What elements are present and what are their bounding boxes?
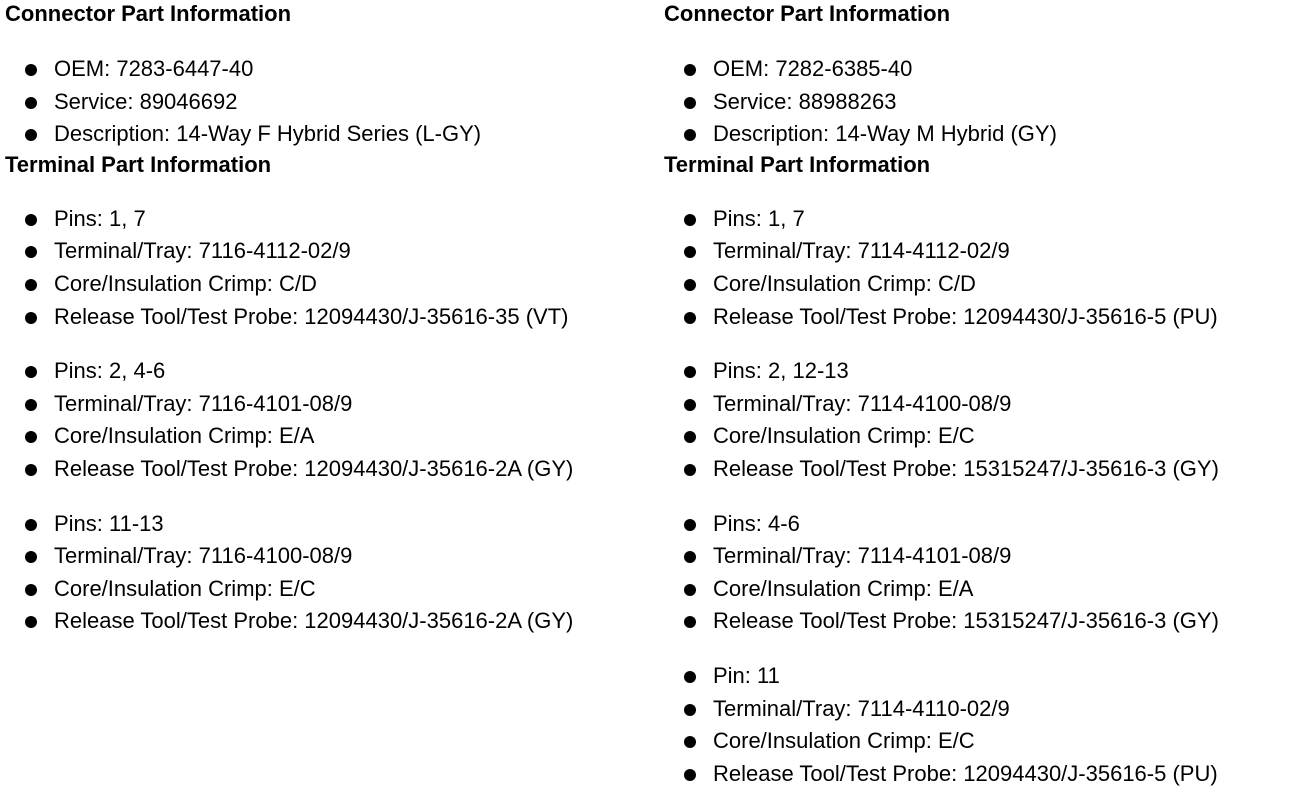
terminal-group-1	[664, 203, 1309, 333]
bullet-icon	[684, 671, 696, 683]
list-item	[5, 605, 655, 638]
release-tool-value: Release Tool/Test Probe: 12094430/J-35616-5 (PU)	[713, 303, 1218, 329]
description-value: Description: 14-Way M Hybrid (GY)	[713, 121, 1057, 147]
terminal-tray-value: Terminal/Tray: 7114-4112-02/9	[713, 238, 1010, 264]
bullet-icon	[684, 366, 696, 378]
pins-value: Pins: 2, 12-13	[713, 358, 849, 384]
terminal-group-1	[5, 203, 655, 333]
list-item	[664, 540, 1309, 573]
pins-value: Pins: 1, 7	[713, 205, 805, 231]
list-item	[664, 203, 1309, 236]
bullet-icon	[25, 551, 37, 563]
list-item	[664, 605, 1309, 638]
list-item	[664, 693, 1309, 726]
bullet-icon	[684, 736, 696, 748]
terminal-tray-value: Terminal/Tray: 7114-4110-02/9	[713, 695, 1010, 721]
list-item	[5, 235, 655, 268]
bullet-icon	[684, 616, 696, 628]
list-item	[5, 355, 655, 388]
terminal-group-3	[5, 508, 655, 638]
bullet-icon	[25, 312, 37, 324]
pins-value: Pins: 1, 7	[54, 205, 146, 231]
terminal-tray-value: Terminal/Tray: 7116-4101-08/9	[54, 390, 353, 416]
list-item	[5, 53, 655, 86]
release-tool-value: Release Tool/Test Probe: 15315247/J-35616-3 (GY)	[713, 608, 1219, 634]
list-item	[664, 758, 1309, 791]
bullet-icon	[25, 616, 37, 628]
crimp-value: Core/Insulation Crimp: C/D	[54, 270, 317, 296]
bullet-icon	[25, 464, 37, 476]
list-item	[5, 453, 655, 486]
list-item	[5, 203, 655, 236]
oem-value: OEM: 7282-6385-40	[713, 56, 913, 81]
list-item	[664, 301, 1309, 334]
bullet-icon	[684, 551, 696, 563]
terminal-tray-value: Terminal/Tray: 7114-4100-08/9	[713, 390, 1012, 416]
crimp-value: Core/Insulation Crimp: E/C	[713, 728, 975, 754]
list-item	[664, 573, 1309, 606]
crimp-value: Core/Insulation Crimp: E/C	[54, 575, 316, 601]
bullet-icon	[684, 279, 696, 291]
bullet-icon	[684, 129, 696, 141]
list-item	[5, 388, 655, 421]
bullet-icon	[25, 246, 37, 258]
terminal-tray-value: Terminal/Tray: 7114-4101-08/9	[713, 543, 1012, 569]
crimp-value: Core/Insulation Crimp: E/C	[713, 423, 975, 449]
pins-value: Pins: 11-13	[54, 510, 164, 536]
bullet-icon	[25, 97, 37, 109]
service-value: Service: 88988263	[713, 88, 897, 114]
bullet-icon	[684, 246, 696, 258]
terminal-tray-value: Terminal/Tray: 7116-4112-02/9	[54, 238, 351, 264]
list-item	[5, 118, 655, 151]
connector-part-list	[5, 53, 655, 151]
list-item	[664, 725, 1309, 758]
bullet-icon	[684, 584, 696, 596]
crimp-value: Core/Insulation Crimp: C/D	[713, 270, 976, 296]
bullet-icon	[25, 214, 37, 226]
bullet-icon	[25, 399, 37, 411]
bullet-icon	[25, 431, 37, 443]
list-item	[664, 118, 1309, 151]
bullet-icon	[684, 704, 696, 716]
terminal-part-heading: Terminal Part Information	[5, 151, 272, 177]
list-item	[5, 420, 655, 453]
terminal-group-4	[664, 660, 1309, 790]
left-connector-column	[5, 0, 655, 638]
release-tool-value: Release Tool/Test Probe: 12094430/J-35616-5 (PU)	[713, 760, 1218, 786]
terminal-part-heading: Terminal Part Information	[664, 151, 931, 177]
bullet-icon	[684, 64, 696, 76]
bullet-icon	[684, 399, 696, 411]
release-tool-value: Release Tool/Test Probe: 15315247/J-35616-3 (GY)	[713, 455, 1219, 481]
connector-part-heading: Connector Part Information	[664, 1, 951, 26]
right-connector-column	[664, 0, 1309, 790]
list-item	[664, 53, 1309, 86]
oem-value: OEM: 7283-6447-40	[54, 56, 254, 81]
release-tool-value: Release Tool/Test Probe: 12094430/J-35616-2A (GY)	[54, 455, 574, 481]
terminal-tray-value: Terminal/Tray: 7116-4100-08/9	[54, 543, 353, 569]
pins-value: Pins: 2, 4-6	[54, 358, 166, 384]
bullet-icon	[684, 519, 696, 531]
release-tool-value: Release Tool/Test Probe: 12094430/J-35616-35 (VT)	[54, 303, 569, 329]
bullet-icon	[684, 97, 696, 109]
pins-value: Pin: 11	[713, 662, 780, 688]
list-item	[664, 268, 1309, 301]
pins-value: Pins: 4-6	[713, 510, 800, 536]
terminal-group-2	[664, 355, 1309, 485]
list-item	[664, 660, 1309, 693]
release-tool-value: Release Tool/Test Probe: 12094430/J-35616-2A (GY)	[54, 608, 574, 634]
bullet-icon	[684, 769, 696, 781]
bullet-icon	[25, 129, 37, 141]
crimp-value: Core/Insulation Crimp: E/A	[54, 423, 315, 449]
list-item	[5, 268, 655, 301]
list-item	[664, 420, 1309, 453]
bullet-icon	[25, 279, 37, 291]
bullet-icon	[684, 214, 696, 226]
connector-part-heading: Connector Part Information	[5, 1, 292, 26]
bullet-icon	[25, 366, 37, 378]
bullet-icon	[25, 64, 37, 76]
bullet-icon	[684, 312, 696, 324]
list-item	[5, 301, 655, 334]
description-value: Description: 14-Way F Hybrid Series (L-GY)	[54, 121, 482, 147]
terminal-group-3	[664, 508, 1309, 638]
connector-part-list	[664, 53, 1309, 151]
list-item	[664, 86, 1309, 119]
list-item	[664, 355, 1309, 388]
list-item	[5, 540, 655, 573]
terminal-group-2	[5, 355, 655, 485]
list-item	[664, 453, 1309, 486]
bullet-icon	[25, 584, 37, 596]
list-item	[664, 508, 1309, 541]
list-item	[664, 235, 1309, 268]
list-item	[5, 86, 655, 119]
bullet-icon	[684, 464, 696, 476]
list-item	[5, 573, 655, 606]
crimp-value: Core/Insulation Crimp: E/A	[713, 575, 974, 601]
list-item	[664, 388, 1309, 421]
list-item	[5, 508, 655, 541]
service-value: Service: 89046692	[54, 88, 238, 114]
bullet-icon	[684, 431, 696, 443]
bullet-icon	[25, 519, 37, 531]
